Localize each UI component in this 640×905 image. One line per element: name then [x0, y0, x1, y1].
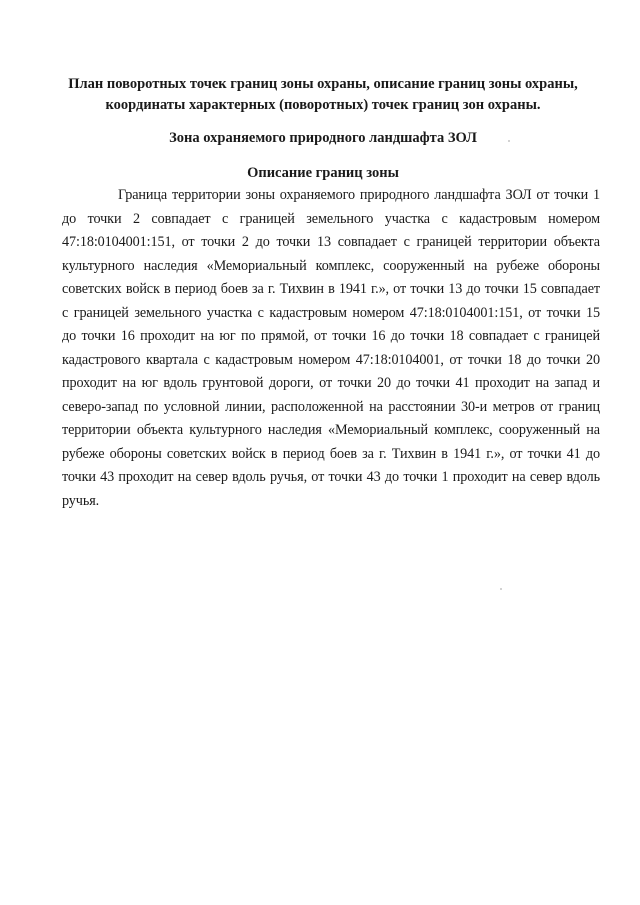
- description-paragraph: Граница территории зоны охраняемого природного ландшафта ЗОЛ от точки 1 до точки 2 совпадает с границей земельного участка с кадастровым номером 47:18:0104001:151, от точки 2 до точки 13 совпадает с границей территории объекта культурного наследия «Мемориальный комплекс, сооруженный на рубеже обороны советских войск в период боев за г. Тихвин в 1941 г.», от точки 13 до точки 15 совпадает с границей земельного участка с кадастровым номером 47:18:0104001:151, от точки 15 до точки 16 проходит на юг по прямой, от точки 16 до точки 18 совпадает с границей кадастрового квартала с кадастровым номером 47:18:0104001, от точки 18 до точки 20 проходит на юг вдоль грунтовой дороги, от точки 20 до точки 41 проходит на запад и северо-запад по условной линии, расположенной на расстоянии 30-и метров от границ территории объекта культурного наследия «Мемориальный комплекс, сооруженный на рубеже обороны советских войск в период боев за г. Тихвин в 1941 г.», от точки 41 до точки 43 проходит на север вдоль ручья, от точки 43 до точки 1 проходит на север вдоль ручья.: [62, 187, 600, 509]
- document-title: План поворотных точек границ зоны охраны, описание границ зоны охраны, координаты характерных (поворотных) точек границ зон охраны.: [68, 76, 578, 113]
- zone-heading: Зона охраняемого природного ландшафта ЗОЛ: [169, 130, 477, 146]
- scan-speck: [500, 588, 502, 590]
- scan-speck: [508, 140, 510, 142]
- description-heading: Описание границ зоны: [247, 165, 399, 181]
